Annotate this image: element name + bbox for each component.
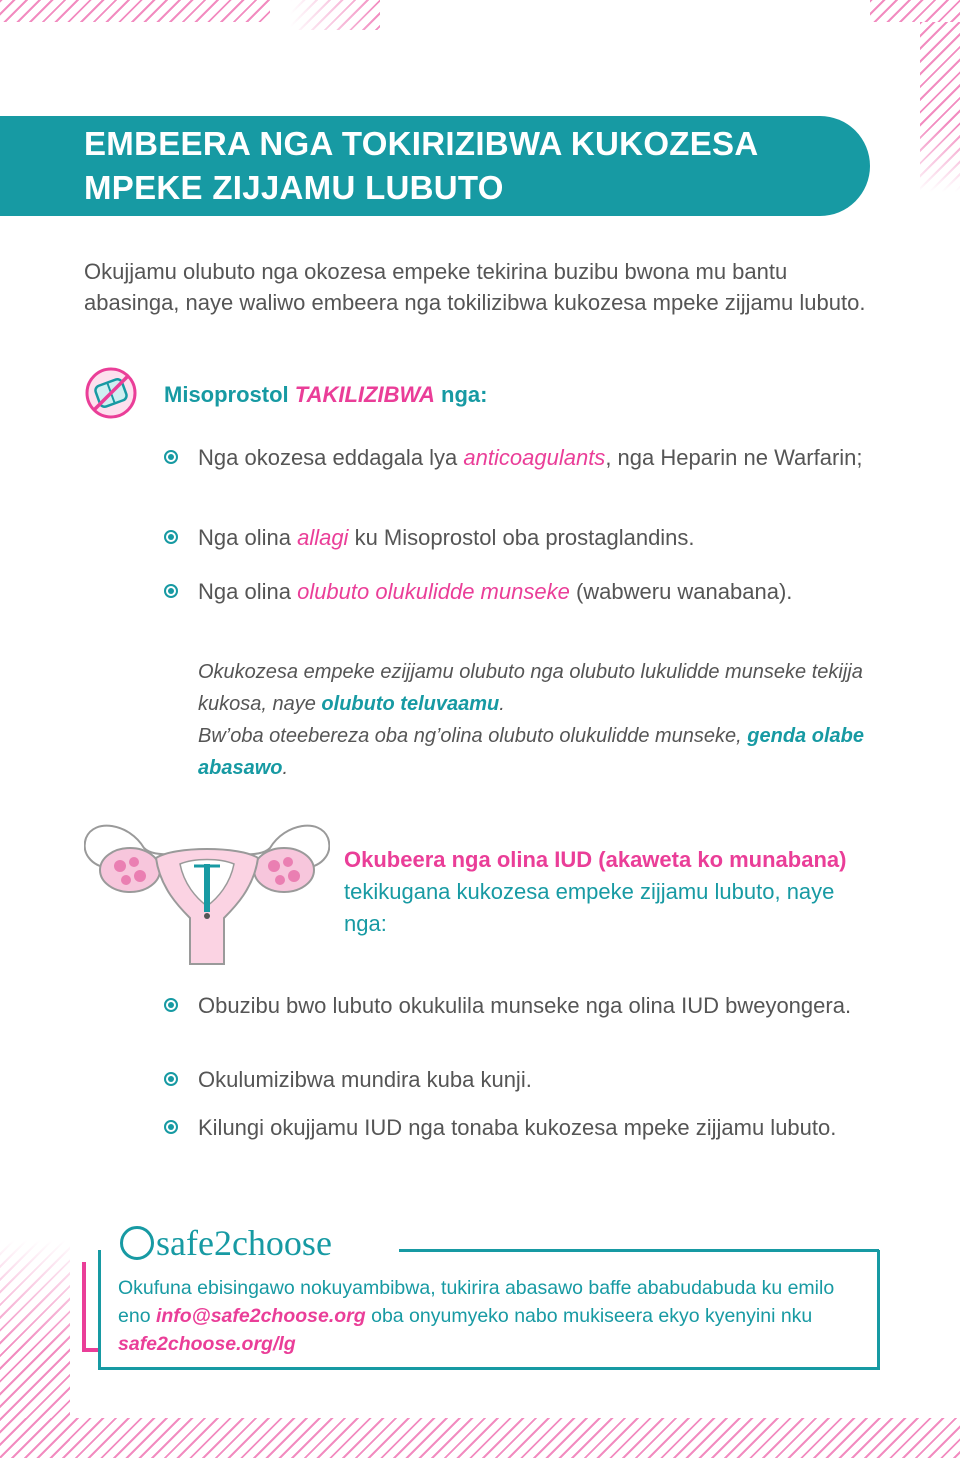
uterus-iud-icon <box>84 818 330 966</box>
iud-heading-emphasis: Okubeera nga olina IUD (akaweta ko munabana) <box>344 847 847 872</box>
heading-text: Misoprostol <box>164 382 295 407</box>
contact-text <box>118 1274 858 1358</box>
logo-text: safe2choose <box>156 1223 332 1263</box>
item-text-end: (wabweru wanabana). <box>569 579 793 604</box>
item-text-end: , nga Heparin ne Warfarin; <box>605 445 863 470</box>
decorative-hatch-bottom <box>0 1418 960 1458</box>
list-item <box>164 1112 884 1144</box>
decorative-hatch-top-mid <box>290 0 380 30</box>
decorative-hatch-top-left <box>0 0 270 22</box>
item-text: Okulumizibwa mundira kuba kunji. <box>198 1067 532 1092</box>
bullet-icon <box>164 530 178 544</box>
iud-heading-text: tekikugana kukozesa empeke zijjamu lubuto, naye nga: <box>344 879 835 936</box>
decorative-hatch-top-right <box>870 0 960 22</box>
list-item <box>164 576 814 608</box>
note-emphasis: genda olabe abasawo <box>198 725 864 779</box>
safe2choose-logo-icon <box>120 1226 154 1260</box>
misoprostol-heading <box>164 382 487 408</box>
note-emphasis: olubuto teluvaamu <box>321 693 500 715</box>
heading-text-end: nga: <box>434 382 488 407</box>
no-pills-icon <box>84 366 138 420</box>
title-line-2: MPEKE ZIJJAMU LUBUTO <box>84 169 504 206</box>
note-text: Okukozesa empeke ezijjamu olubuto nga olubuto lukulidde munseke tekijja kukosa, naye <box>198 661 863 715</box>
bullet-icon <box>164 998 178 1012</box>
logo-underline <box>399 1249 879 1252</box>
item-text: Obuzibu bwo lubuto okukulila munseke nga olina IUD bweyongera. <box>198 993 852 1018</box>
note-text: Bw’oba oteebereza oba ng’olina olubuto olukulidde munseke, <box>198 725 748 747</box>
website-link[interactable]: safe2choose.org/lg <box>118 1333 296 1355</box>
item-text: Nga okozesa eddagala lya <box>198 445 464 470</box>
contact-text-2: oba onyumyeko nabo mukiseera ekyo kyenyini nku <box>365 1305 813 1327</box>
item-text: Nga olina <box>198 579 298 604</box>
bullet-icon <box>164 1072 178 1086</box>
list-item <box>164 1064 884 1096</box>
list-item <box>164 442 884 474</box>
heading-emphasis: TAKILIZIBWA <box>294 382 435 407</box>
item-emphasis: allagi <box>297 525 349 550</box>
item-text: Kilungi okujjamu IUD nga tonaba kukozesa mpeke zijjamu lubuto. <box>198 1115 837 1140</box>
bullet-icon <box>164 450 178 464</box>
list-item <box>164 990 884 1022</box>
item-text-end: ku Misoprostol oba prostaglandins. <box>348 525 695 550</box>
ectopic-note <box>198 656 898 784</box>
note-text-end: . <box>499 693 505 715</box>
bullet-icon <box>164 584 178 598</box>
list-item <box>164 522 884 554</box>
page-title <box>84 122 864 210</box>
email-link[interactable]: info@safe2choose.org <box>155 1305 366 1327</box>
item-text: Nga olina <box>198 525 298 550</box>
bullet-icon <box>164 1120 178 1134</box>
intro-paragraph: Okujjamu olubuto nga okozesa empeke tekirina buzibu bwona mu bantu abasinga, naye waliwo embeera nga tokilizibwa kukozesa mpeke zijjamu lubuto. <box>84 259 866 315</box>
iud-heading <box>344 844 864 940</box>
item-emphasis: olubuto olukulidde munseke <box>297 579 570 604</box>
title-line-1: EMBEERA NGA TOKIRIZIBWA KUKOZESA <box>84 125 759 162</box>
item-emphasis: anticoagulants <box>463 445 606 470</box>
contact-text-1: Okufuna ebisingawo nokuyambibwa, tukirira abasawo baffe ababudabuda ku emilo eno <box>118 1277 835 1327</box>
note-text-end: . <box>282 757 289 779</box>
decorative-hatch-right <box>920 22 960 192</box>
